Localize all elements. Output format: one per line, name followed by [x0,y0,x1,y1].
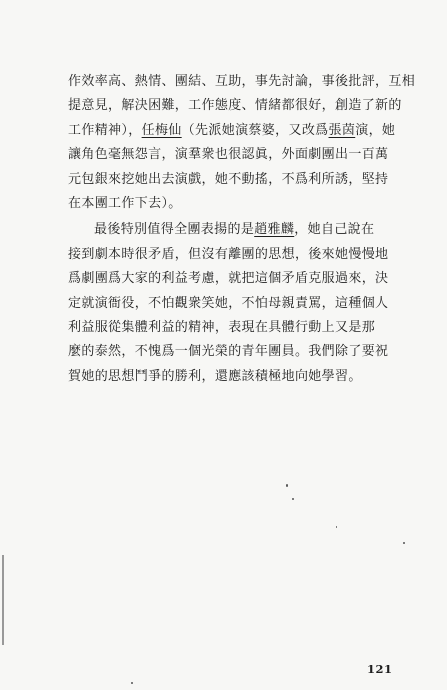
text-line [68,218,413,242]
text-line [68,119,413,143]
text-line: 麼的泰然，不愧爲一個光榮的青年團員。我們除了要祝 [68,344,389,360]
underlined-name: 張茵 [328,122,356,138]
underlined-name: 趙雅麟 [254,222,295,238]
paragraph-2 [68,218,413,389]
scan-speck [286,484,288,487]
text-line: 利益服從集體利益的精神，表現在具體行動上又是那 [68,320,376,336]
text-line: 賀她的思想鬥爭的勝利，還應該積極地向她學習。 [68,368,362,384]
scan-speck [403,542,405,544]
underlined-name: 任梅仙 [141,122,182,138]
page-number: 121 [367,662,393,676]
text-line: 提意見，解決困難，工作態度、情緒都很好，創造了新的 [68,98,402,114]
scan-speck [336,526,337,528]
body-text [68,70,416,389]
text-segment: （先派她演蔡婆，又改爲 [181,122,329,138]
text-segment: 最後特別值得全團表揚的是 [94,222,255,238]
text-line: 在本團工作下去）。 [68,196,182,212]
text-line: 讓角色毫無怨言，演羣衆也很認眞，外面劇團出一百萬 [68,147,389,163]
text-line: 元包銀來挖她出去演戲，她不動搖，不爲利所誘，堅持 [68,171,389,187]
text-line: 接到劇本時很矛盾，但沒有離團的思想，後來她慢慢地 [68,246,389,262]
scan-speck [131,682,133,684]
text-segment: 工作精神）， [68,122,142,138]
text-segment: ，她自己說在 [294,222,375,238]
text-line: 作效率高、熱情、團結、互助，事先討論，事後批評，互相 [68,74,416,89]
scan-edge-mark [2,555,4,645]
scan-speck [292,498,294,500]
text-segment: 演，她 [355,122,396,138]
text-line: 定就演衙役，不怕觀衆笑她，不怕母親責罵，這種個人 [68,295,389,311]
text-line: 爲劇團爲大家的利益考慮，就把這個矛盾克服過來，決 [68,271,389,287]
paragraph-1 [68,70,416,216]
